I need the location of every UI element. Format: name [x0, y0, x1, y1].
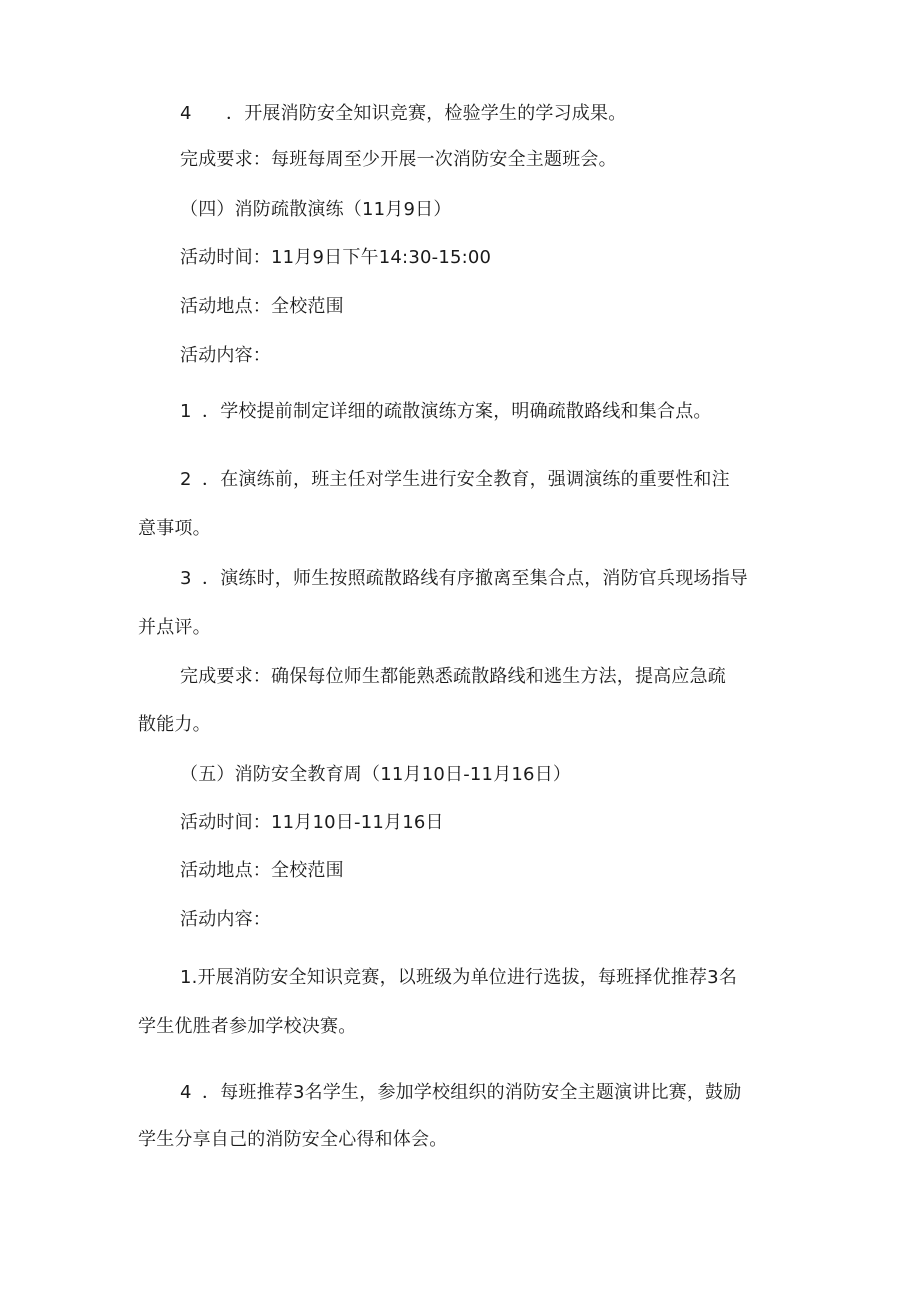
list-number: 2: [180, 469, 192, 490]
list-number: 4: [180, 103, 192, 124]
list-text: ．开展消防安全知识竞赛，检验学生的学习成果。: [226, 103, 627, 124]
section-heading-4: （四）消防疏散演练（11月9日）: [180, 199, 452, 220]
list-item-1-competition: 1.开展消防安全知识竞赛，以班级为单位进行选拔，每班择优推荐3名: [180, 967, 738, 988]
list-item-4-competition: [180, 102, 626, 126]
activity-time-2: 活动时间：11月10日-11月16日: [180, 812, 444, 833]
list-text: ．学校提前制定详细的疏散演练方案，明确疏散路线和集合点。: [202, 401, 712, 422]
list-item-3-drill: [180, 567, 748, 591]
list-text: ．演练时，师生按照疏散路线有序撤离至集合点，消防官兵现场指导: [202, 568, 748, 589]
list-number: 4: [180, 1082, 192, 1103]
list-text: ．每班推荐3名学生，参加学校组织的消防安全主题演讲比赛，鼓励: [202, 1082, 742, 1103]
list-text: ．在演练前，班主任对学生进行安全教育，强调演练的重要性和注: [202, 469, 730, 490]
list-item-1-plan: [180, 400, 712, 424]
list-item-2-continuation: 意事项。: [138, 518, 211, 539]
section-heading-5: （五）消防安全教育周（11月10日-11月16日）: [180, 764, 572, 785]
activity-time: 活动时间：11月9日下午14:30-15:00: [180, 247, 492, 268]
list-number: 1: [180, 401, 192, 422]
list-item-4-continuation: 学生分享自己的消防安全心得和体会。: [138, 1129, 448, 1150]
activity-content-label-2: 活动内容：: [180, 909, 271, 930]
list-item-1-continuation: 学生优胜者参加学校决赛。: [138, 1016, 357, 1037]
completion-requirement-2: 完成要求：确保每位师生都能熟悉疏散路线和逃生方法，提高应急疏: [180, 666, 726, 687]
list-number: 3: [180, 568, 192, 589]
activity-location: 活动地点：全校范围: [180, 296, 344, 317]
list-item-2-education: [180, 468, 730, 492]
list-item-3-continuation: 并点评。: [138, 617, 211, 638]
activity-location-2: 活动地点：全校范围: [180, 860, 344, 881]
list-item-4-speech: [180, 1081, 741, 1105]
completion-requirement: 完成要求：每班每周至少开展一次消防安全主题班会。: [180, 149, 617, 170]
completion-requirement-2-continuation: 散能力。: [138, 714, 211, 735]
activity-content-label: 活动内容：: [180, 345, 271, 366]
